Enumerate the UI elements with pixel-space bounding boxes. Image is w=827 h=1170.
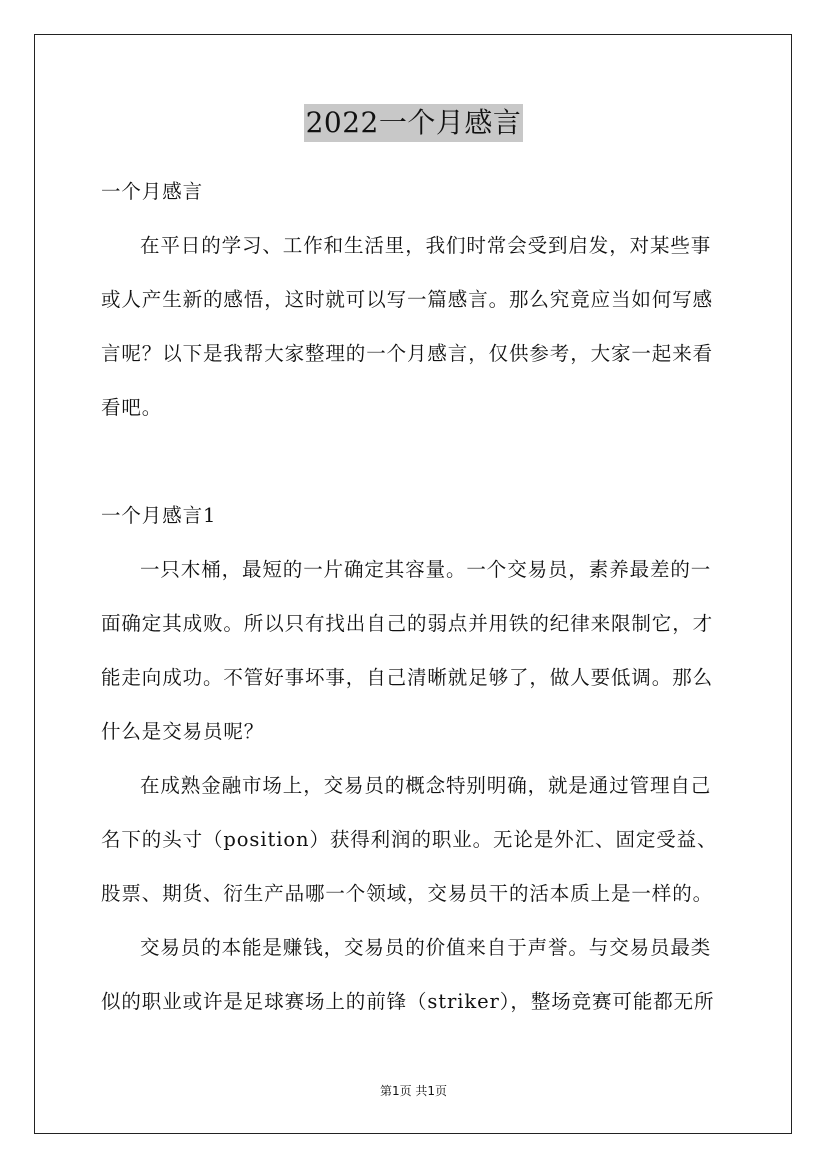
page-footer: 第1页 共1页 — [379, 1084, 448, 1098]
document-title: 2022一个月感言 — [304, 104, 524, 142]
body-paragraph-1: 一只木桶，最短的一片确定其容量。一个交易员，素养最差的一面确定其成败。所以只有找出自己的弱点并用铁的纪律来限制它，才能走向成功。不管好事坏事，自己清晰就足够了，做人要低调。那么什么是交易员呢？ — [101, 558, 714, 743]
document-body — [101, 165, 727, 1029]
intro-paragraph: 在平日的学习、工作和生活里，我们时常会受到启发，对某些事或人产生新的感悟，这时就可以写一篇感言。那么究竟应当如何写感言呢？以下是我帮大家整理的一个月感言，仅供参考，大家一起来看看吧。 — [101, 234, 714, 419]
document-subtitle: 一个月感言 — [101, 180, 204, 203]
body-paragraph-3: 交易员的本能是赚钱，交易员的价值来自于声誉。与交易员最类似的职业或许是足球赛场上的前锋（striker），整场竞赛可能都无所 — [101, 936, 715, 1013]
body-paragraph-2: 在成熟金融市场上，交易员的概念特别明确，就是通过管理自己名下的头寸（position）获得利润的职业。无论是外汇、固定受益、股票、期货、衍生产品哪一个领域，交易员干的活本质上是一样的。 — [101, 774, 718, 905]
title-container — [0, 104, 827, 142]
section-heading: 一个月感言1 — [101, 504, 217, 527]
section-spacer — [101, 435, 727, 489]
